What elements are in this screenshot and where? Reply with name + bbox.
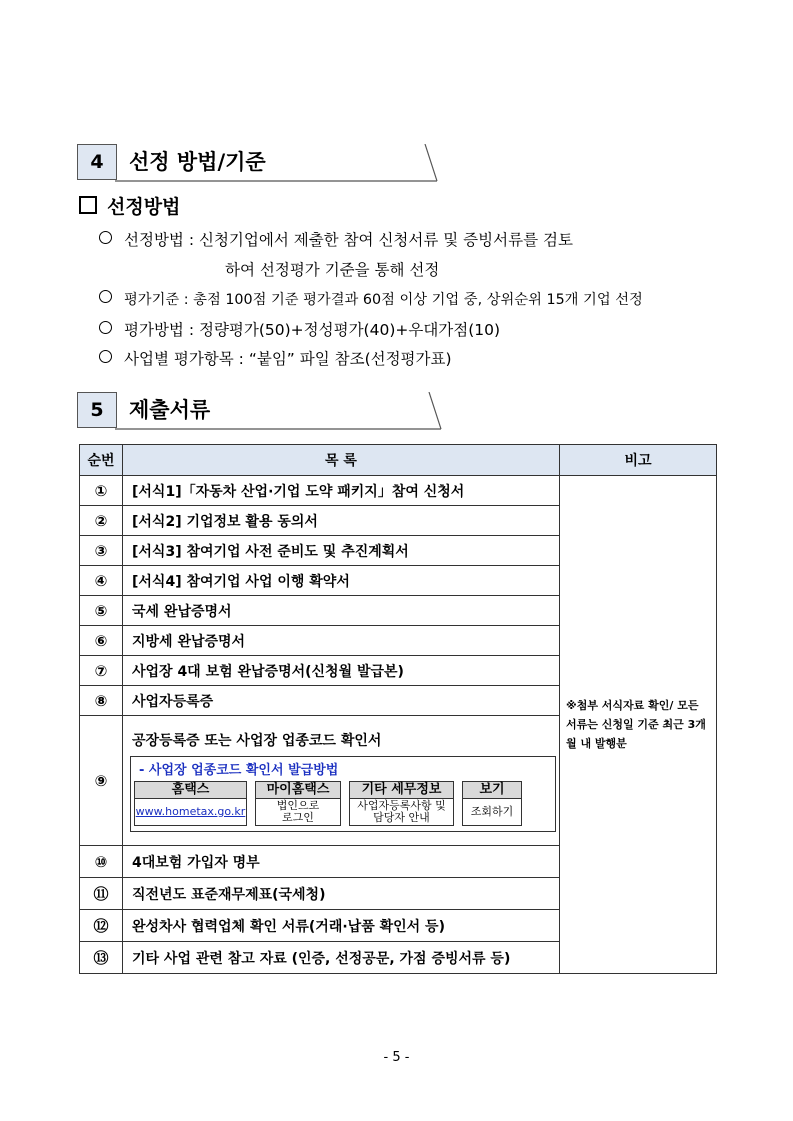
step-title: 마이홈택스: [256, 782, 340, 799]
row-text: 직전년도 표준재무제표(국세청): [123, 878, 560, 910]
section-title: 제출서류: [129, 398, 211, 422]
header-list: 목 록: [123, 445, 560, 476]
step-title: 기타 세무정보: [350, 782, 453, 799]
row-text: 기타 사업 관련 참고 자료 (인증, 선정공문, 가점 증빙서류 등): [123, 942, 560, 974]
row-number: ④: [80, 566, 123, 596]
header-no: 순번: [80, 445, 123, 476]
guide-step: [349, 781, 454, 826]
step-body: [256, 799, 340, 825]
row-text: 4대보험 가입자 명부: [123, 846, 560, 878]
row-number: ②: [80, 506, 123, 536]
row-number: ③: [80, 536, 123, 566]
section-number: 5: [77, 392, 117, 428]
documents-table: [79, 444, 717, 974]
row-text: [서식2] 기업정보 활용 동의서: [123, 506, 560, 536]
row-guide-cell: [123, 716, 560, 846]
row-text: [서식4] 참여기업 사업 이행 확약서: [123, 566, 560, 596]
section-number: 4: [77, 144, 117, 180]
step-body: 조회하기: [470, 805, 514, 818]
note-cell: ※첨부 서식자료 확인/ 모든 서류는 신청일 기준 최근 3개월 내 발행분: [560, 476, 717, 974]
guide-step: [255, 781, 341, 826]
bullet-text: 평가기준 : 총점 100점 기준 평가결과 60점 이상 기업 중, 상위순위 15개 기업 선정: [124, 292, 643, 308]
bullet-item: [99, 347, 452, 369]
row-text: 지방세 완납증명서: [123, 626, 560, 656]
header-note: 비고: [560, 445, 717, 476]
row-number: ⑧: [80, 686, 123, 716]
row-text: 공장등록증 또는 사업장 업종코드 확인서: [132, 733, 382, 749]
circle-bullet-icon: [99, 231, 112, 244]
row-text: [서식1]「자동차 산업·기업 도약 패키지」참여 신청서: [123, 476, 560, 506]
hometax-link[interactable]: www.hometax.go.kr: [135, 805, 246, 818]
row-number: ①: [80, 476, 123, 506]
page-number: - 5 -: [383, 1050, 410, 1065]
step-title: 보기: [463, 782, 521, 799]
row-number: ⑥: [80, 626, 123, 656]
circle-bullet-icon: [99, 350, 112, 363]
bullet-item: [99, 289, 643, 309]
table-row: [80, 476, 717, 506]
row-text: [서식3] 참여기업 사전 준비도 및 추진계획서: [123, 536, 560, 566]
guide-step: [462, 781, 522, 826]
section-4-header: [77, 144, 439, 182]
checkbox-square-icon: [79, 196, 97, 214]
row-number: ⑬: [80, 942, 123, 974]
subheading-text: 선정방법: [107, 196, 181, 218]
row-text: 완성차사 협력업체 확인 서류(거래·납품 확인서 등): [123, 910, 560, 942]
row-number: ⑫: [80, 910, 123, 942]
guide-steps: [134, 781, 552, 826]
table-header-row: [80, 445, 717, 476]
step-body-text: 사업자등록사항 및 담당자 안내: [357, 799, 446, 824]
step-body: [350, 799, 453, 825]
circle-bullet-icon: [99, 321, 112, 334]
row-number: ⑪: [80, 878, 123, 910]
bullet-item: [99, 318, 500, 340]
bullet-continuation: 하여 선정평가 기준을 통해 선정: [225, 261, 440, 279]
row-number: ⑤: [80, 596, 123, 626]
bullet-text: 사업별 평가항목 : “붙임” 파일 참조(선정평가표): [124, 350, 452, 368]
step-body-text: 법인으로 로그인: [276, 799, 320, 824]
row-number: ⑦: [80, 656, 123, 686]
guide-box: [130, 756, 556, 832]
section-5-header: [77, 392, 443, 430]
bullet-text: 선정방법 : 신청기업에서 제출한 참여 신청서류 및 증빙서류를 검토: [124, 231, 573, 249]
step-title: 홈택스: [135, 782, 246, 799]
row-text: 국세 완납증명서: [123, 596, 560, 626]
row-number: ⑩: [80, 846, 123, 878]
row-text: 사업장 4대 보험 완납증명서(신청월 발급본): [123, 656, 560, 686]
section-title: 선정 방법/기준: [129, 150, 266, 174]
bullet-text: 평가방법 : 정량평가(50)+정성평가(40)+우대가점(10): [124, 321, 501, 339]
step-body: [135, 799, 246, 825]
guide-step: [134, 781, 247, 826]
guide-subtitle: - 사업장 업종코드 확인서 발급방법: [139, 763, 339, 778]
subheading: [79, 192, 180, 219]
bullet-item: [99, 228, 573, 250]
row-number: ⑨: [80, 716, 123, 846]
row-text: 사업자등록증: [123, 686, 560, 716]
circle-bullet-icon: [99, 290, 112, 303]
